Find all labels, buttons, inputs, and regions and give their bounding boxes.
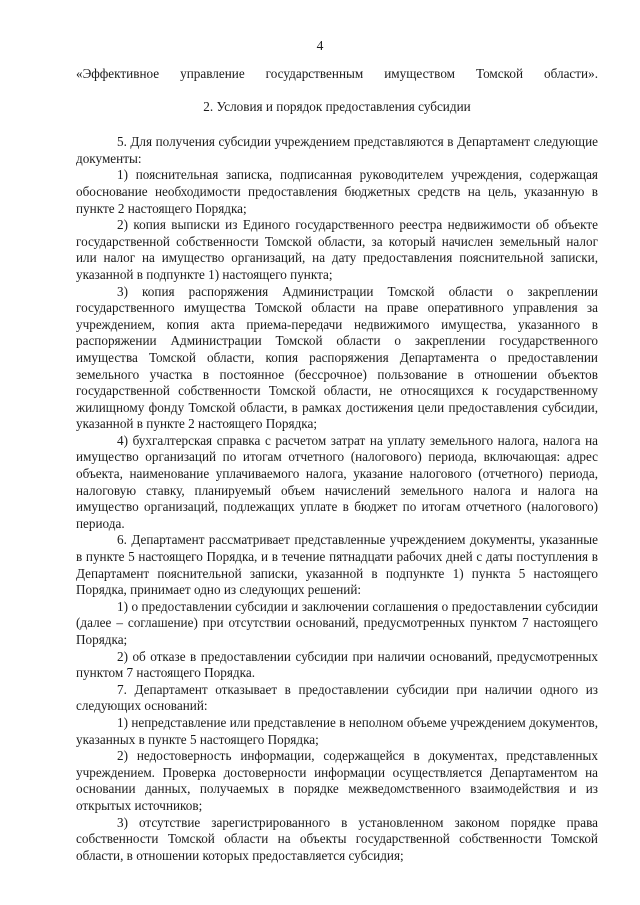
document-body <box>76 66 598 864</box>
paragraph-subitem-5-3: 3) копия распоряжения Администрации Томской области о закреплении государственного имущества Томской области на праве оперативного управления за учреждением, копия акта приема-передачи недвижимого имущества, указанного в распоряжении Администрации Томской области о закреплении государственного имущества Томской области, копия распоряжения Департамента о предоставлении земельного участка в постоянное (бессрочное) пользование в отношении объектов государственной собственности Томской области, не относящихся к государственному жилищному фонду Томской области, в рамках достижения цели предоставления субсидии, указанной в пункте 2 настоящего Порядка; <box>76 283 598 432</box>
paragraph-item-7: 7. Департамент отказывает в предоставлении субсидии при наличии одного из следующих оснований: <box>76 681 598 714</box>
paragraph-subitem-6-2: 2) об отказе в предоставлении субсидии при наличии оснований, предусмотренных пунктом 7 настоящего Порядка. <box>76 648 598 681</box>
intro-text: «Эффективное управление государственным имуществом Томской области». <box>76 66 598 81</box>
paragraph-subitem-5-2: 2) копия выписки из Единого государственного реестра недвижимости об объекте государственной собственности Томской области, за который начислен земельный налог или налог на имущество организаций, на дату предоставления пояснительной записки, указанной в подпункте 1) настоящего пункта; <box>76 217 598 282</box>
paragraph-subitem-7-2: 2) недостоверность информации, содержащейся в документах, представленных учреждением. Проверка достоверности информации осуществляется Департаментом на основании данных, получаемых в порядке межведомственного взаимодействия и из открытых источников; <box>76 748 598 813</box>
section-heading: 2. Условия и порядок предоставления субсидии <box>203 98 471 114</box>
paragraph-item-5: 5. Для получения субсидии учреждением представляются в Департамент следующие документы: <box>76 134 598 166</box>
paragraph-subitem-6-1: 1) о предоставлении субсидии и заключении соглашения о предоставлении субсидии (далее – соглашение) при отсутствии оснований, предусмотренных пунктом 7 настоящего Порядка; <box>76 598 598 647</box>
paragraph-subitem-5-1: 1) пояснительная записка, подписанная руководителем учреждения, содержащая обоснование необходимости предоставления бюджетных средств на цель, указанную в пункте 2 настоящего Порядка; <box>76 167 598 216</box>
page-number: 4 <box>316 38 324 53</box>
paragraph-subitem-7-3: 3) отсутствие зарегистрированного в установленном законом порядке права собственности Томской области на объекты государственной собственности Томской области, в отношении которых предоставляется субсидия; <box>76 814 598 863</box>
paragraph-subitem-5-4: 4) бухгалтерская справка с расчетом затрат на уплату земельного налога, налога на имущество организаций по итогам отчетного (налогового) периода, включающая: адрес объекта, наименование уплачиваемого налога, указание налогового (отчетного) периода, налоговую ставку, планируемый объем начислений земельного налога и налога на имущество организаций, подлежащих уплате в бюджет по итогам отчетного (налогового) периода. <box>76 432 598 531</box>
paragraph-subitem-7-1: 1) непредставление или представление в неполном объеме учреждением документов, указанных в пункте 5 настоящего Порядка; <box>76 714 598 747</box>
paragraph-item-6: 6. Департамент рассматривает представленные учреждением документы, указанные в пункте 5 настоящего Порядка, и в течение пятнадцати рабочих дней с даты поступления в Департамент пояснительной записки, указанной в подпункте 1) пункта 5 настоящего Порядка, принимает одно из следующих решений: <box>76 532 598 598</box>
